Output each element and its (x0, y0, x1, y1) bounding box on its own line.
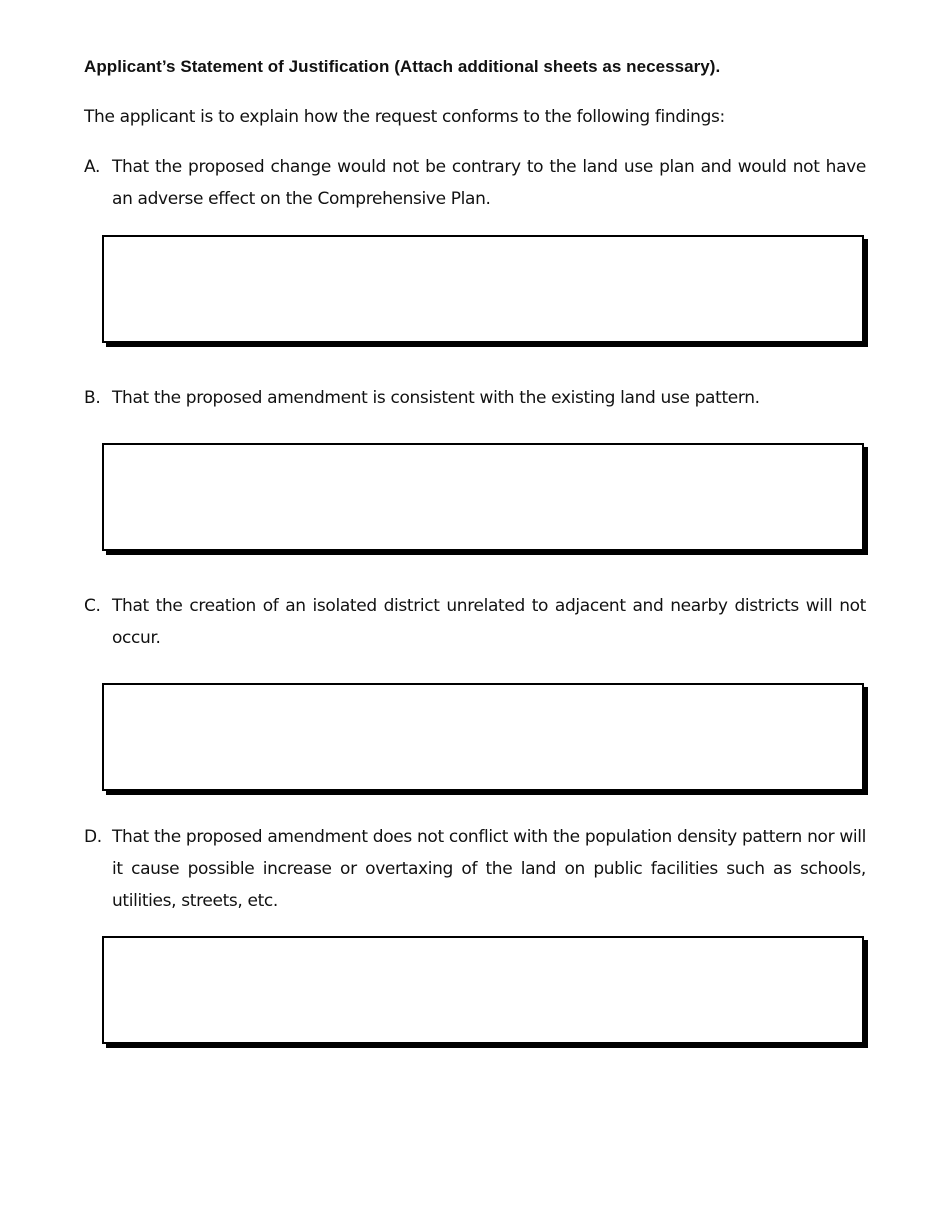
finding-c-answer-box[interactable] (102, 683, 864, 791)
justification-form (84, 0, 866, 1230)
finding-b (84, 382, 866, 414)
form-intro: The applicant is to explain how the request conforms to the following findings: (84, 107, 725, 127)
finding-d-letter: D. (84, 827, 102, 847)
finding-b-text: That the proposed amendment is consistent with the existing land use pattern. (112, 388, 760, 408)
finding-a-text: That the proposed change would not be contrary to the land use plan and would not have an adverse effect on the Comprehensive Plan. (112, 157, 866, 209)
finding-d-answer-box[interactable] (102, 936, 864, 1044)
finding-c (84, 590, 866, 654)
form-heading: Applicant’s Statement of Justification (Attach additional sheets as necessary). (84, 57, 721, 76)
finding-a-answer-box[interactable] (102, 235, 864, 343)
finding-b-letter: B. (84, 388, 101, 408)
finding-d (84, 821, 866, 917)
finding-a-letter: A. (84, 157, 101, 177)
finding-c-letter: C. (84, 596, 101, 616)
finding-b-answer-box[interactable] (102, 443, 864, 551)
finding-d-text: That the proposed amendment does not conflict with the population density pattern nor will it cause possible increase or overtaxing of the land on public facilities such as schools, utilities, streets, etc. (112, 827, 866, 911)
finding-c-text: That the creation of an isolated district unrelated to adjacent and nearby districts will not occur. (112, 596, 866, 648)
finding-a (84, 151, 866, 215)
